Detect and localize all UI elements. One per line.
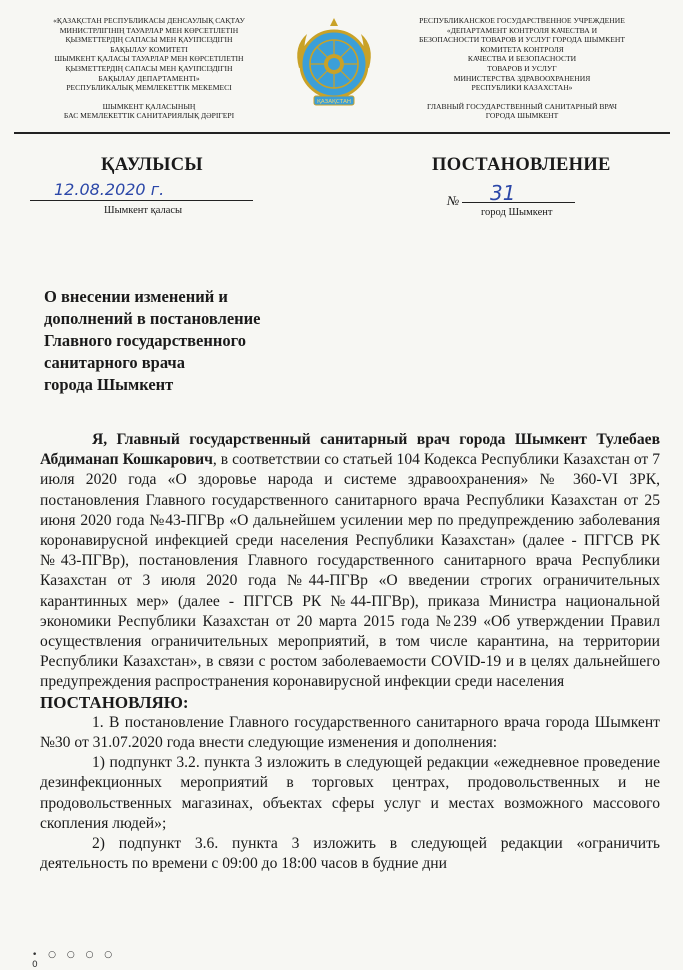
- date-underline: [30, 200, 253, 201]
- header-right-line: ГЛАВНЫЙ ГОСУДАРСТВЕННЫЙ САНИТАРНЫЙ ВРАЧ: [427, 101, 617, 111]
- subject-line: дополнений в постановление: [44, 309, 261, 328]
- header-left-line: БАС МЕМЛЕКЕТТІК САНИТАРИЯЛЫҚ ДӘРІГЕРІ: [63, 111, 235, 121]
- header-left-line: «ҚАЗАҚСТАН РЕСПУБЛИКАСЫ ДЕНСАУЛЫҚ САҚТАУ: [53, 16, 245, 25]
- document-body: [40, 430, 660, 874]
- paragraph-1: 1. В постановление Главного государственного санитарного врача города Шымкент №30 от 31.07.2020 года внести следующие изменения и дополнения:: [40, 713, 660, 752]
- header-left-line: РЕСПУБЛИКАЛЫҚ МЕМЛЕКЕТТІК МЕКЕМЕСІ: [66, 83, 232, 93]
- paragraph-2: 1) подпункт 3.2. пункта 3 изложить в следующей редакции «ежедневное проведение дезинфекционных мероприятий в торговых центрах, продовольственных и не продовольственных магазинах, объектах сферы услуг и местах возможного массового скопления людей»;: [40, 754, 660, 832]
- document-subject: [44, 286, 324, 396]
- handwritten-number: 31: [490, 181, 516, 205]
- emblem-ribbon-text: ҚАЗАҚСТАН: [317, 99, 351, 105]
- header-divider: [14, 132, 670, 134]
- header-right-line: КАЧЕСТВА И БЕЗОПАСНОСТИ: [467, 54, 577, 64]
- header-left-kazakh: [18, 16, 280, 121]
- intro-bold: Я, Главный государственный санитарный врач города Шымкент Тулебаев Абдиманап Кошкарович: [40, 431, 660, 469]
- title-russian: ПОСТАНОВЛЕНИЕ: [432, 155, 611, 175]
- header-left-line: ШЫМКЕНТ ҚАЛАСЫ ТАУАРЛАР МЕН КӨРСЕТІЛЕТІН: [54, 54, 244, 64]
- header-right-line: МИНИСТЕРСТВА ЗДРАВООХРАНЕНИЯ: [453, 73, 591, 83]
- header-right-line: КОМИТЕТА КОНТРОЛЯ: [480, 44, 564, 54]
- place-kazakh: Шымкент қаласы: [104, 205, 183, 216]
- header-left-line: ҚЫЗМЕТТЕРДІҢ САПАСЫ МЕН ҚАУІПСІЗДІГІН: [65, 35, 233, 45]
- footer-marks: • ○ ○ ○ ○ 0: [32, 950, 117, 970]
- resolve-heading: ПОСТАНОВЛЯЮ:: [40, 692, 189, 712]
- header-right-line: ГОРОДА ШЫМКЕНТ: [485, 111, 559, 121]
- handwritten-date: 12.08.2020 г.: [54, 180, 165, 199]
- header-left-line: ШЫМКЕНТ ҚАЛАСЫНЫҢ: [102, 101, 196, 111]
- header-left-line: МИНИСТРЛІГІНІҢ ТАУАРЛАР МЕН КӨРСЕТІЛЕТІН: [59, 25, 239, 35]
- header-right-line: РЕСПУБЛИКАНСКОЕ ГОСУДАРСТВЕННОЕ УЧРЕЖДЕНИЕ: [419, 16, 625, 25]
- paragraph-3: 2) подпункт 3.6. пункта 3 изложить в следующей редакции «ограничить деятельность по времени с 09:00 до 18:00 часов в будние дни: [40, 835, 660, 873]
- number-underline: [462, 202, 575, 203]
- header-right-line: БЕЗОПАСНОСТИ ТОВАРОВ И УСЛУГ ГОРОДА ШЫМКЕНТ: [418, 35, 626, 45]
- header-right-line: ТОВАРОВ И УСЛУГ: [487, 63, 557, 73]
- header-left-line: БАҚЫЛАУ ДЕПАРТАМЕНТІ»: [98, 73, 200, 83]
- subject-line: О внесении изменений и: [44, 287, 228, 306]
- subject-line: Главного государственного: [44, 331, 246, 350]
- header-right-line: РЕСПУБЛИКИ КАЗАХСТАН»: [471, 83, 573, 93]
- subject-line: санитарного врача: [44, 353, 185, 372]
- place-russian: город Шымкент: [481, 207, 553, 218]
- number-label: №: [447, 193, 460, 208]
- header-left-line: ҚЫЗМЕТТЕРДІҢ САПАСЫ МЕН ҚАУІПСІЗДІГІН: [65, 63, 233, 73]
- intro-paragraph: [40, 430, 660, 693]
- state-emblem-icon: [293, 16, 375, 118]
- header-right-russian: [372, 16, 672, 121]
- intro-text: , в соответствии со статьей 104 Кодекса Республики Казахстан от 7 июля 2020 года «О здоровье народа и системе здравоохранения» № 360-VI ЗРК, постановления Главного государственного санитарного врача Республики Казахстан от 25 июня 2020 года №43-ПГВр «О дальнейшем усилении мер по предупреждению заболевания коронавирусной инфекцией среди населения Республики Казахстан» (далее - ПГГСВ РК №43-ПГВр), постановления Главного государственного санитарного врача Республики Казахстан от 3 июля 2020 года №44-ПГВр «О введении строгих ограничительных карантинных мер» (далее - ПГГСВ РК №44-ПГВр), приказа Министра национальной экономики Республики Казахстан от 20 марта 2015 года №239 «Об утверждении Правил осуществления ограничительных мероприятий, в том числе карантина, на территории Республики Казахстан», в связи с ростом заболеваемости COVID-19 и в целях дальнейшего предупреждения распространения коронавирусной инфекции среди населения: [40, 451, 660, 691]
- title-kazakh: ҚАУЛЫСЫ: [101, 155, 203, 175]
- header-left-line: БАҚЫЛАУ КОМИТЕТІ: [110, 44, 188, 54]
- header-right-line: «ДЕПАРТАМЕНТ КОНТРОЛЯ КАЧЕСТВА И: [446, 25, 598, 35]
- subject-line: города Шымкент: [44, 375, 174, 394]
